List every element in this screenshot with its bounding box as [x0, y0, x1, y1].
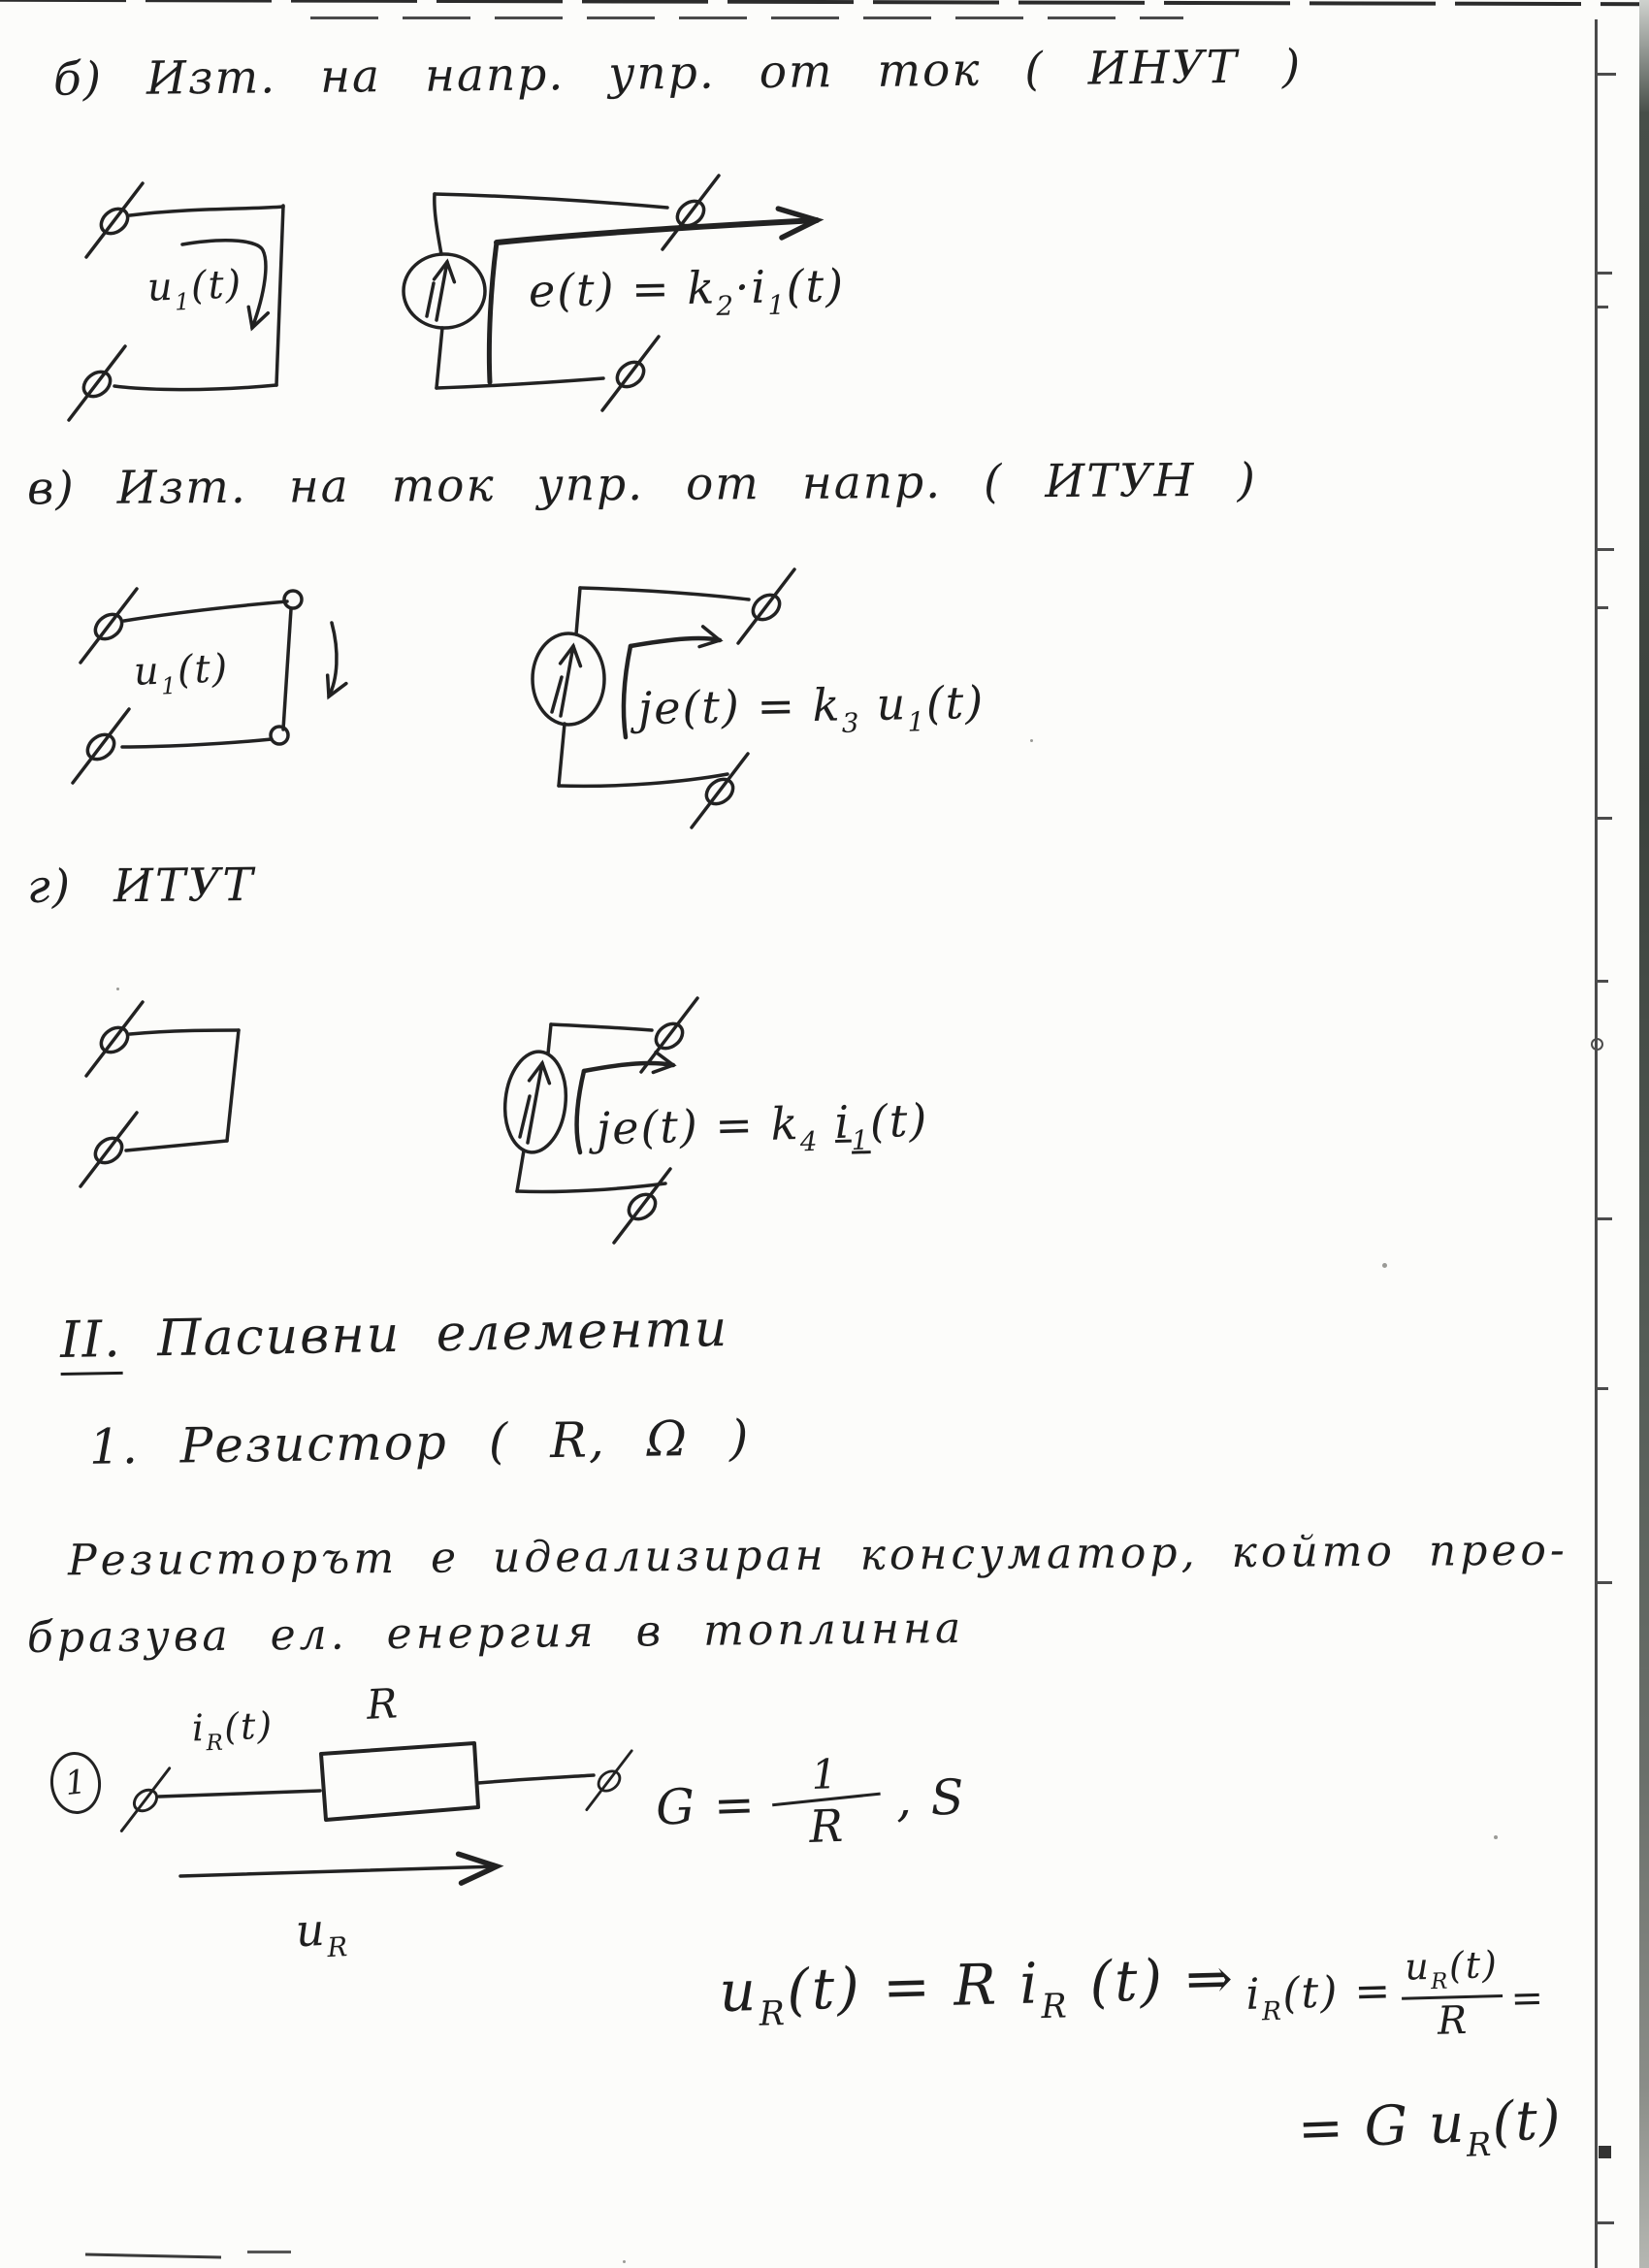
itut-control-port-sketch — [81, 1002, 239, 1186]
wire — [576, 588, 580, 634]
heading-b: б) Изт. на напр. упр. от ток ( ИНУТ ) — [52, 40, 1303, 107]
ohm-law-equation — [719, 1937, 1546, 2060]
formula-u1t-inut: $u_1(t)$ — [146, 262, 243, 316]
voltage-arrow-icon — [180, 1866, 497, 1876]
source-arrow-icon — [436, 262, 447, 320]
g-denominator: R — [808, 1798, 846, 1854]
ohm-main: $u_R(t) = R$ $i_R$ (t) ⇒ — [718, 1945, 1237, 2034]
g-unit: , S — [894, 1768, 967, 1828]
source-arrow-stroke — [552, 677, 562, 712]
wire — [283, 609, 291, 729]
terminal-icon — [86, 183, 143, 257]
terminal-icon — [587, 1751, 631, 1810]
terminal-icon — [738, 569, 794, 643]
voltage-direction-arrow-icon — [329, 623, 337, 697]
terminal-icon — [73, 709, 129, 783]
wire — [227, 1030, 239, 1141]
wire — [580, 588, 749, 599]
figure-number: 1 — [63, 1762, 88, 1804]
wire — [435, 194, 441, 254]
formula-je-itun: $je(t) = k_3$ $u_1(t)$ — [637, 675, 986, 739]
resistor-sketch — [121, 1743, 631, 1876]
wire — [122, 739, 272, 747]
heading-g: г) ИТУТ — [26, 858, 255, 915]
emf-arrow-icon — [497, 220, 817, 243]
wire — [517, 1150, 524, 1191]
ohm-fraction — [1401, 1943, 1504, 2044]
g-numerator: 1 — [810, 1749, 840, 1798]
terminal-icon — [641, 998, 697, 1072]
source-arrow-icon — [528, 1063, 542, 1143]
wire — [548, 1024, 551, 1053]
wire — [551, 1024, 652, 1030]
wire — [559, 724, 565, 786]
formula-iRt: $i_R(t)$ — [191, 1703, 275, 1757]
terminal-icon — [86, 1002, 143, 1076]
formula-R: R — [365, 1679, 401, 1729]
resistor-body — [321, 1743, 478, 1820]
emf-bracket — [577, 1071, 584, 1152]
terminal-icon — [69, 346, 125, 420]
formula-e-inut: $e(t) = k_2\cdot i_1(t)$ — [528, 259, 846, 322]
paragraph-line1: Резисторът е идеализиран консуматор, който прео- — [67, 1525, 1568, 1586]
wire — [159, 1791, 320, 1797]
section2-number: II. — [60, 1311, 123, 1376]
wire — [124, 601, 287, 621]
wire — [559, 774, 728, 786]
section2-title: Пасивни елементи — [156, 1299, 729, 1369]
wire — [114, 385, 276, 390]
heading-item1: 1. Резистор ( R, Ω ) — [88, 1409, 751, 1475]
ohm-denominator: R — [1437, 1998, 1470, 2044]
wire — [130, 207, 283, 215]
formula-je-itut: $je(t) = k_4$ $i_1(t)$ — [596, 1093, 929, 1158]
wire — [130, 1030, 239, 1034]
emf-bracket — [624, 646, 630, 737]
wire — [435, 194, 667, 208]
terminal-icon — [663, 176, 719, 249]
g-lhs: G = — [655, 1775, 758, 1836]
paragraph-line2: бразува ел. енергия в топлинна — [26, 1603, 965, 1664]
ohm-numerator: $u_R(t)$ — [1404, 1943, 1500, 1995]
heading-section2 — [60, 1300, 729, 1370]
wire — [276, 206, 283, 385]
wire — [517, 1183, 665, 1192]
ohm-tail: = — [1509, 1975, 1546, 2022]
conductance-formula — [654, 1748, 967, 1855]
source-arrow-icon — [561, 646, 573, 716]
terminal-icon — [81, 589, 137, 663]
corner-node-icon — [271, 727, 288, 744]
formula-uR: $u_R$ — [294, 1902, 351, 1964]
terminal-icon — [121, 1768, 169, 1831]
wire — [478, 1775, 594, 1783]
terminal-icon — [692, 754, 748, 827]
wire — [436, 378, 603, 388]
terminal-icon — [614, 1169, 670, 1243]
formula-final: = G $u_R(t)$ — [1296, 2089, 1564, 2164]
emf-arrow-icon — [584, 1063, 673, 1071]
formula-u1t-itun: $u_1(t)$ — [133, 646, 230, 700]
terminal-icon — [602, 337, 659, 410]
wire — [126, 1141, 227, 1150]
emf-arrow-icon — [630, 638, 720, 646]
ohm-small: $i_R(t)$ = — [1245, 1965, 1393, 2027]
wire — [436, 328, 442, 388]
source-circle-icon — [404, 254, 485, 328]
emf-bracket — [489, 243, 497, 382]
heading-v: в) Изт. на ток упр. от напр. ( ИТУН ) — [26, 453, 1258, 516]
g-fraction — [770, 1749, 882, 1854]
corner-node-icon — [284, 591, 302, 608]
source-arrow-stroke — [427, 283, 434, 316]
